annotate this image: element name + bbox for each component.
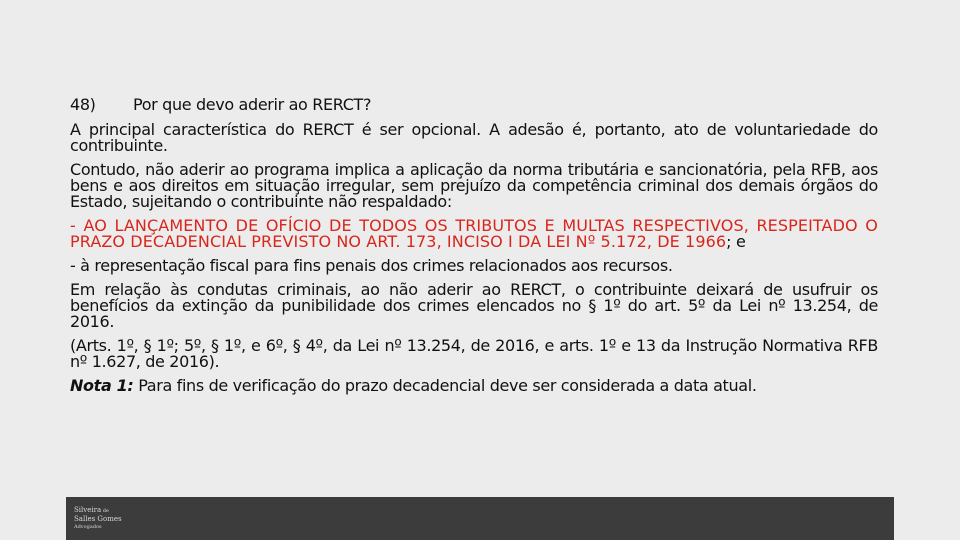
law-firm-logo bbox=[74, 506, 122, 531]
paragraph-optional: A principal característica do RERCT é ser opcional. A adesão é, portanto, ato de voluntariedade do contribuinte. bbox=[70, 120, 878, 155]
note bbox=[70, 378, 878, 394]
emphasis-text: - AO LANÇAMENTO DE OFÍCIO DE TODOS OS TRIBUTOS E MULTAS RESPECTIVOS, RESPEITADO O PRAZO DECADENCIAL PREVISTO NO ART. 173, INCISO I DA LEI Nº 5.172, DE 1966 bbox=[70, 216, 878, 251]
logo-line-2: Salles Gomes bbox=[74, 515, 122, 523]
logo-line-1: Silveira de bbox=[74, 506, 109, 514]
slide-body bbox=[70, 97, 878, 402]
paragraph-legal-reference: (Arts. 1º, § 1º; 5º, § 1º, e 6º, § 4º, da Lei nº 13.254, de 2016, e arts. 1º e 13 da Instrução Normativa RFB nº 1.627, de 2016). bbox=[70, 336, 878, 371]
list-item-fiscal-representation: - à representação fiscal para fins penais dos crimes relacionados aos recursos. bbox=[70, 256, 673, 275]
question-title: Por que devo aderir ao RERCT? bbox=[133, 95, 372, 114]
list-item-tax-assessment bbox=[70, 218, 878, 250]
question-heading bbox=[70, 97, 878, 113]
footer-bar bbox=[66, 497, 894, 540]
list-item-tail: ; e bbox=[726, 232, 746, 251]
question-number: 48) bbox=[70, 95, 96, 114]
note-label: Nota 1: bbox=[70, 376, 134, 395]
paragraph-criminal: Em relação às condutas criminais, ao não aderir ao RERCT, o contribuinte deixará de usufruir os benefícios da extinção da punibilidade dos crimes elencados no § 1º do art. 5º da Lei nº 13.254, de 2016. bbox=[70, 280, 878, 331]
logo-line-3: Advogados bbox=[74, 524, 102, 530]
note-text: Para fins de verificação do prazo decadencial deve ser considerada a data atual. bbox=[133, 376, 757, 395]
paragraph-consequences: Contudo, não aderir ao programa implica a aplicação da norma tributária e sancionatória, pela RFB, aos bens e aos direitos em situação irregular, sem prejuízo da competência criminal dos demais órgãos do Estado, sujeitando o contribuinte não respaldado: bbox=[70, 160, 878, 211]
